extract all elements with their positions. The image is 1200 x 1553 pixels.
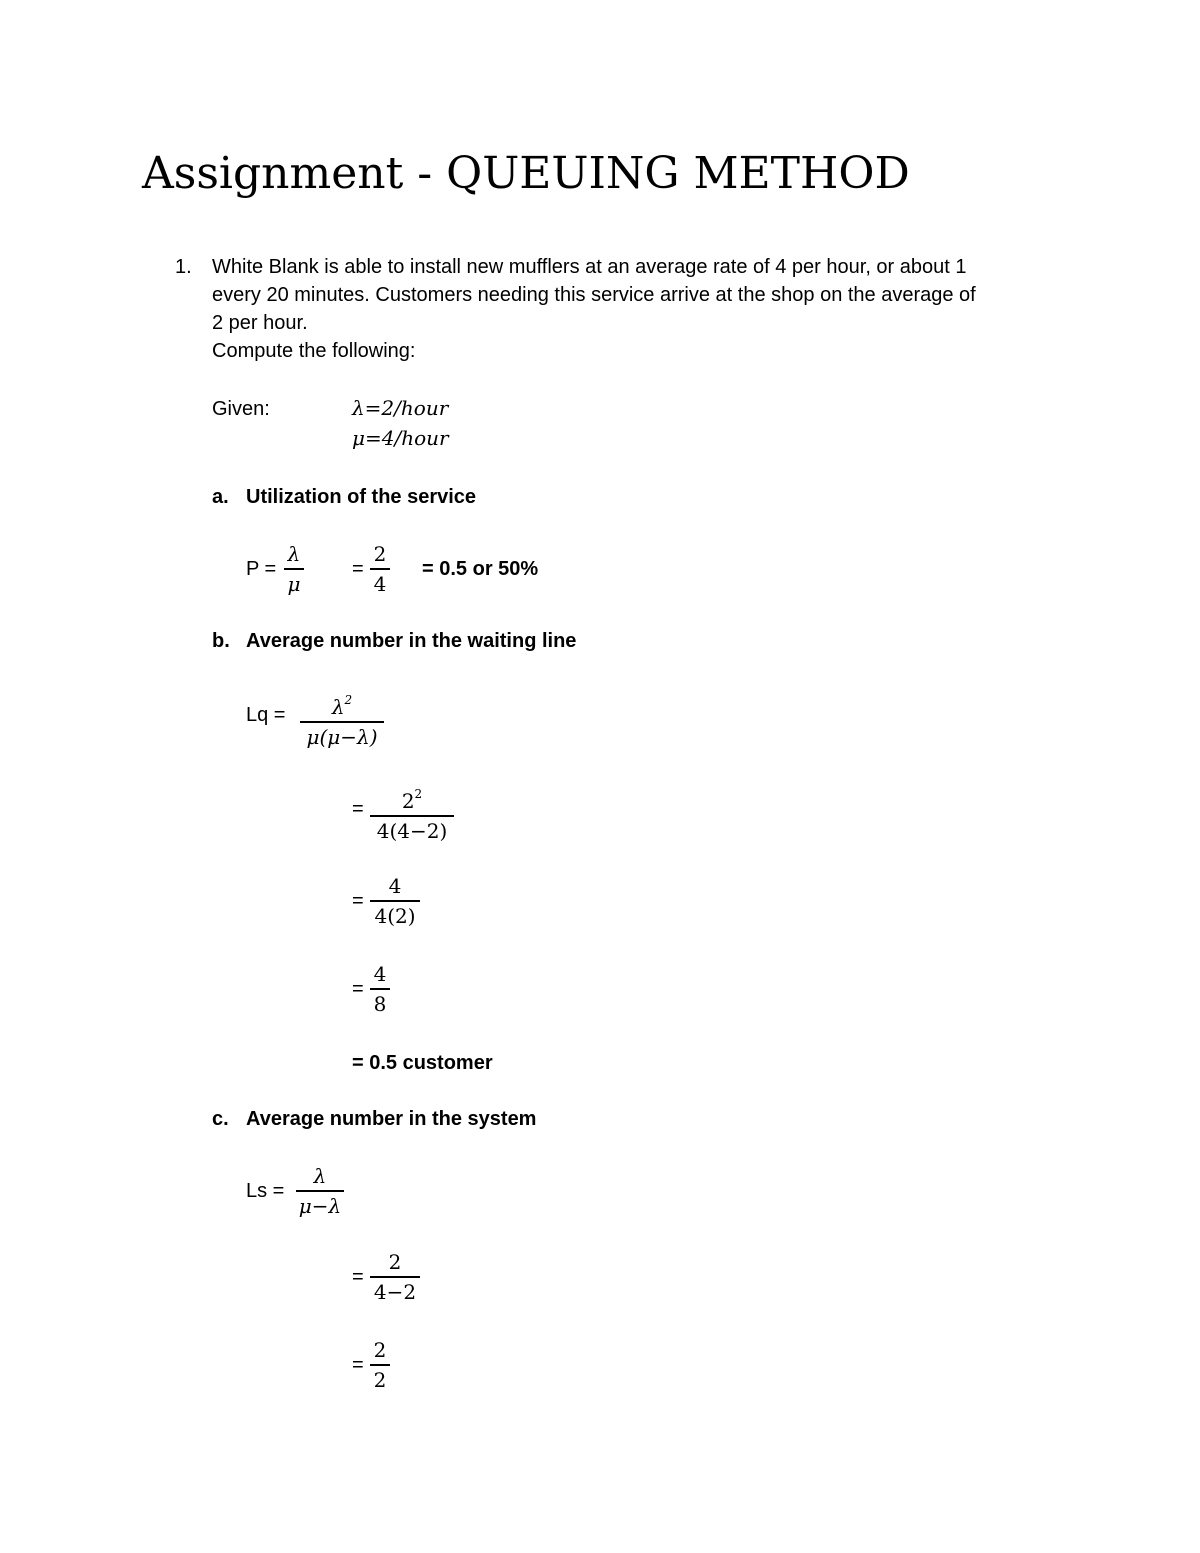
part-a-lhs: P =	[246, 558, 277, 580]
fraction-denominator: 4(4−2)	[376, 819, 448, 843]
fraction-bar	[370, 1364, 390, 1366]
fraction-denominator: 4(2)	[374, 904, 416, 928]
part-b-result: = 0.5 customer	[352, 1052, 493, 1074]
fraction-bar	[284, 568, 304, 570]
problem-number: 1.	[175, 256, 192, 278]
part-b-fraction-simplified	[370, 874, 420, 928]
problem-line-2: every 20 minutes. Customers needing this service arrive at the shop on the average of	[212, 284, 976, 306]
fraction-bar	[370, 815, 454, 817]
problem-line-3: 2 per hour.	[212, 312, 308, 334]
part-a-letter: a.	[212, 486, 229, 508]
exponent: 2	[414, 787, 423, 801]
fraction-denominator: μ−λ	[298, 1194, 342, 1218]
part-a-fraction-2-4	[370, 542, 390, 596]
part-b-equals-3: =	[352, 978, 364, 1000]
fraction-bar	[370, 568, 390, 570]
fraction-denominator: μ(μ−λ)	[306, 725, 378, 749]
fraction-numerator: 2	[373, 542, 387, 566]
page-title: Assignment - QUEUING METHOD	[142, 148, 910, 199]
part-c-fraction-formula	[296, 1164, 344, 1218]
part-b-equals-2: =	[352, 890, 364, 912]
fraction-numerator: 2	[388, 1250, 402, 1274]
fraction-bar	[296, 1190, 344, 1192]
part-b-heading: Average number in the waiting line	[246, 630, 577, 652]
fraction-bar	[370, 988, 390, 990]
part-c-letter: c.	[212, 1108, 229, 1130]
fraction-numerator: 2	[401, 789, 415, 813]
part-b-fraction-substituted	[370, 782, 454, 843]
fraction-numerator: λ	[331, 695, 345, 719]
fraction-bar	[300, 721, 384, 723]
given-label: Given:	[212, 398, 270, 420]
given-lambda: λ=2/hour	[352, 396, 449, 420]
part-c-heading: Average number in the system	[246, 1108, 537, 1130]
part-a-result: = 0.5 or 50%	[422, 558, 539, 580]
fraction-bar	[370, 900, 420, 902]
fraction-numerator: 4	[388, 874, 402, 898]
part-c-equals-2: =	[352, 1354, 364, 1376]
part-c-fraction-substituted	[370, 1250, 420, 1304]
fraction-bar	[370, 1276, 420, 1278]
fraction-numerator: 4	[373, 962, 387, 986]
part-c-equals-1: =	[352, 1266, 364, 1288]
part-a-fraction-lambda-mu	[284, 542, 304, 596]
part-b-equals-1: =	[352, 798, 364, 820]
fraction-numerator: λ	[313, 1164, 327, 1188]
fraction-numerator: 2	[373, 1338, 387, 1362]
part-c-fraction-simplified	[370, 1338, 390, 1392]
part-b-lhs: Lq =	[246, 704, 286, 726]
part-a-heading: Utilization of the service	[246, 486, 477, 508]
problem-line-4: Compute the following:	[212, 340, 416, 362]
fraction-numerator: λ	[287, 542, 301, 566]
fraction-denominator: 2	[373, 1368, 387, 1392]
given-mu: μ=4/hour	[352, 426, 449, 450]
part-b-fraction-formula	[300, 688, 384, 749]
part-b-letter: b.	[212, 630, 230, 652]
exponent: 2	[344, 693, 353, 707]
fraction-denominator: μ	[287, 572, 301, 596]
fraction-denominator: 4−2	[373, 1280, 417, 1304]
fraction-denominator: 8	[373, 992, 387, 1016]
part-a-equals: =	[352, 558, 364, 580]
problem-line-1: White Blank is able to install new mufflers at an average rate of 4 per hour, or about 1	[212, 256, 967, 278]
fraction-denominator: 4	[373, 572, 387, 596]
part-c-lhs: Ls =	[246, 1180, 285, 1202]
part-b-fraction-final	[370, 962, 390, 1016]
